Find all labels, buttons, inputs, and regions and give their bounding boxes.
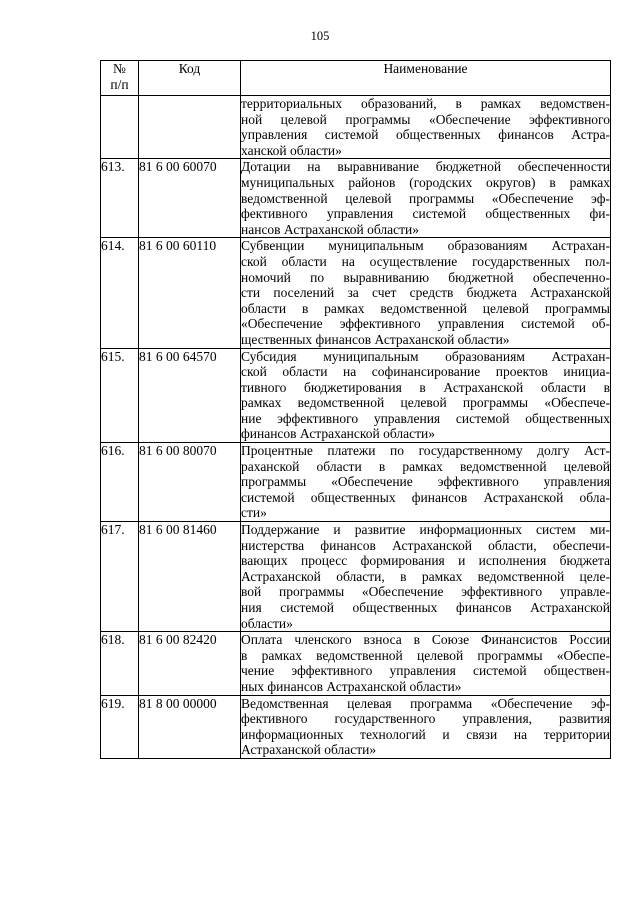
table-row (101, 348, 611, 443)
name-text-line: области в рамках ведомственной целевой программы (241, 300, 610, 316)
name-text-line: Астраханской области, в рамках ведомственной целе- (241, 568, 610, 584)
name-text-line: Поддержание и развитие информационных систем ми- (241, 522, 610, 538)
name-text-line: вой программы «Обеспечение эффективного управле- (241, 584, 610, 600)
row-number: 618. (101, 632, 139, 695)
name-text-line: Астраханской области» (241, 742, 377, 758)
name-text-line: раханской области в рамках ведомственной целевой (241, 458, 610, 474)
name-text-line: муниципальных районов (городских округов) в рамках (241, 174, 610, 190)
name-text-line: управления системой общественных финансов Астра- (241, 127, 610, 143)
name-text-line: фективного государственного управления, развития (241, 711, 610, 727)
name-text-line: области» (241, 615, 293, 631)
row-number: 614. (101, 238, 139, 348)
name-text-line: вающих процесс формирования и исполнения бюджета (241, 553, 610, 569)
name-text-line: информационных технологий и связи на территории (241, 726, 610, 742)
row-number: 616. (101, 443, 139, 522)
table-row (101, 238, 611, 348)
name-text-line: тивного бюджетирования в Астраханской области в (241, 379, 610, 395)
row-name (241, 695, 611, 758)
name-text-line: Ведомственная целевая программа «Обеспечение эф- (241, 695, 610, 711)
row-number: 615. (101, 348, 139, 443)
row-number: 613. (101, 159, 139, 238)
table-row (101, 522, 611, 632)
row-name (241, 443, 611, 522)
name-text-line: фективного управления системой общественных фи- (241, 206, 610, 222)
name-text-line: нансов Астраханской области» (241, 221, 420, 237)
name-text-line: ния системой общественных финансов Астраханской (241, 600, 610, 615)
name-text-line: «Обеспечение эффективного управления системой об- (241, 316, 610, 332)
row-name (241, 159, 611, 238)
row-code: 81 6 00 60110 (139, 238, 241, 348)
name-text-line: Субвенции муниципальным образованиям Астрахан- (241, 238, 610, 254)
row-name (241, 522, 611, 632)
name-text-line: Субсидия муниципальным образованиям Астрахан- (241, 348, 610, 364)
name-text-line: сти» (241, 505, 267, 521)
row-number (101, 96, 139, 159)
row-code: 81 8 00 00000 (139, 695, 241, 758)
row-name (241, 96, 611, 159)
header-number (101, 61, 139, 96)
name-text-line: ведомственной целевой программы «Обеспечение эф- (241, 190, 610, 206)
table-row (101, 96, 611, 159)
header-number-symbol: № (113, 61, 126, 76)
name-text-line: Процентные платежи по государственному долгу Аст- (241, 443, 610, 459)
name-text-line: чение эффективного управления системой обществен- (241, 663, 610, 679)
row-code: 81 6 00 82420 (139, 632, 241, 695)
row-code: 81 6 00 80070 (139, 443, 241, 522)
name-text-line: ханской области» (241, 142, 342, 158)
row-number: 619. (101, 695, 139, 758)
row-name (241, 632, 611, 695)
name-text-line: щественных финансов Астраханской области» (241, 331, 510, 347)
name-text-line: территориальных образований, в рамках ведомствен- (241, 96, 610, 111)
name-text-line: ных финансов Астраханской области» (241, 678, 462, 694)
name-text-line: рамках ведомственной целевой программы «Обеспече- (241, 395, 610, 411)
name-text-line: ной целевой программы «Обеспечение эффективного (241, 111, 610, 127)
name-text-line: финансов Астраханской области» (241, 426, 435, 442)
name-text-line: Оплата членского взноса в Союзе Финансистов России (241, 632, 610, 648)
name-text-line: ние эффективного управления системой общественных (241, 410, 610, 426)
table-row (101, 632, 611, 695)
name-text-line: ской области на осуществление государственных пол- (241, 253, 610, 269)
table-row (101, 159, 611, 238)
name-text-line: программы «Обеспечение эффективного управления (241, 474, 610, 490)
name-text-line: нистерства финансов Астраханской области, обеспечи- (241, 537, 610, 553)
name-text-line: ской области на софинансирование проектов инициа- (241, 364, 610, 380)
row-code: 81 6 00 60070 (139, 159, 241, 238)
row-code: 81 6 00 64570 (139, 348, 241, 443)
row-code: 81 6 00 81460 (139, 522, 241, 632)
name-text-line: сти поселений за счет средств бюджета Астраханской (241, 285, 610, 301)
table-row (101, 695, 611, 758)
table-header-row (101, 61, 611, 96)
row-number: 617. (101, 522, 139, 632)
header-number-abbrev: п/п (110, 76, 129, 92)
row-name (241, 238, 611, 348)
name-text-line: номочий по выравниванию бюджетной обеспеченно- (241, 269, 610, 285)
row-name (241, 348, 611, 443)
budget-codes-table (100, 60, 611, 759)
name-text-line: в рамках ведомственной целевой программы «Обеспе- (241, 647, 610, 663)
name-text-line: Дотации на выравнивание бюджетной обеспеченности (241, 159, 610, 175)
header-code: Код (139, 61, 241, 96)
page-number: 105 (310, 29, 330, 43)
table-row (101, 443, 611, 522)
name-text-line: системой общественных финансов Астраханской обла- (241, 489, 610, 505)
header-name: Наименование (241, 61, 611, 96)
row-code (139, 96, 241, 159)
